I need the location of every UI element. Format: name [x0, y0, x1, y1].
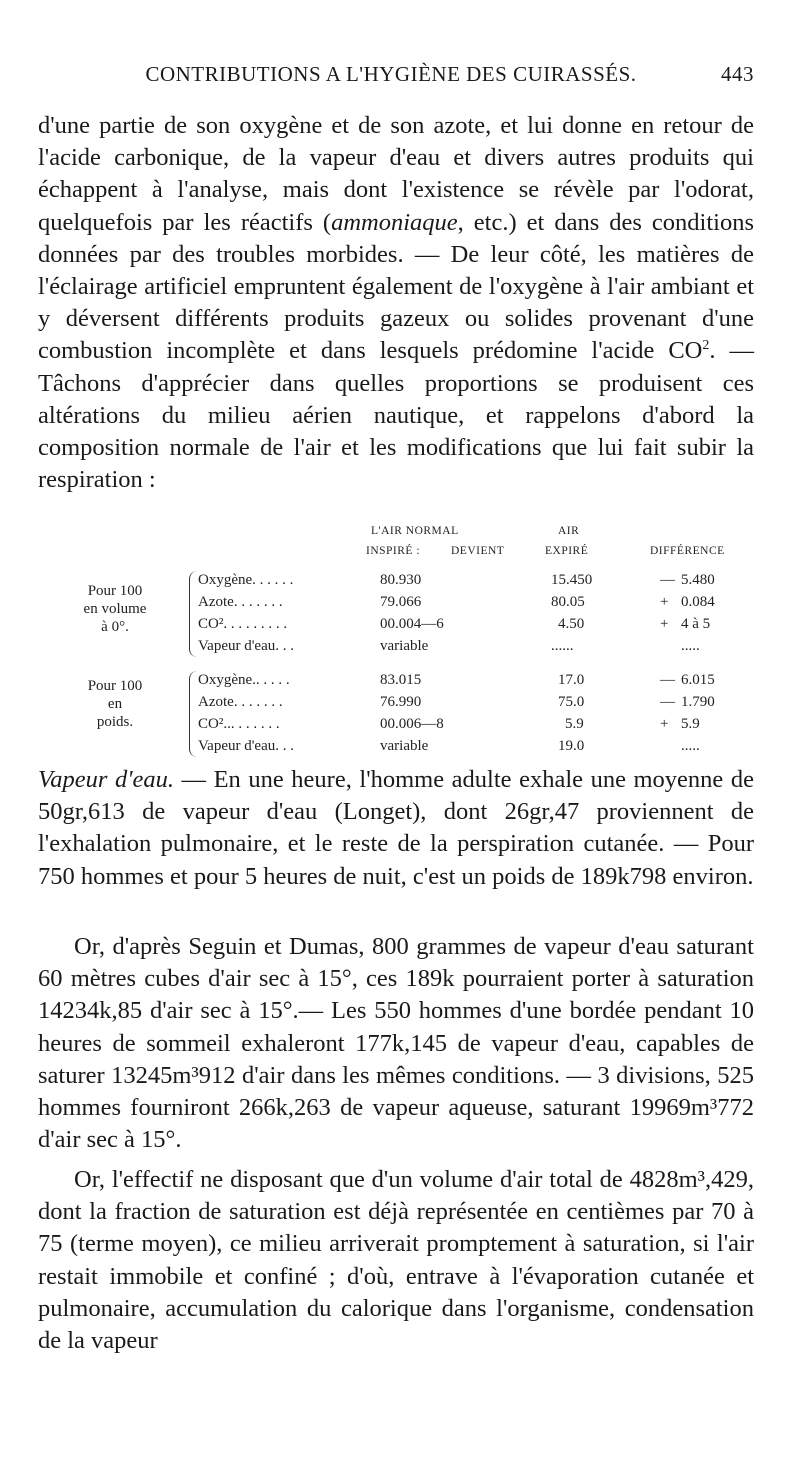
row-name: Azote. . . . . . . — [198, 694, 283, 710]
vapeur-text: — En une heure, l'homme adulte exhale une moyenne de 50gr,613 de vapeur d'eau (Longet), dont 26gr,47 proviennent de l'exhalation pulmonaire, et le reste de la perspiration cutanée. — Pour 750 hommes et pour 5 heures de nuit, c'est un poids de 189k798 environ. — [38, 766, 754, 890]
normal-value: 79.066 — [380, 594, 422, 610]
normal-value: 80.930 — [380, 572, 422, 588]
intro-text-b: , etc.) et dans des conditions données par des troubles morbides. — De leur côté, les matières de l'éclairage artificiel empruntent également de l'oxygène à l'air ambiant et y déversent différents produits gazeux ou solides provenant d'une combustion incomplète et dans lesquels prédomine l'acide CO — [38, 208, 754, 365]
diff-sign: + — [660, 716, 669, 732]
diff-value: ..... — [681, 638, 700, 654]
row-name: Vapeur d'eau. . . — [198, 638, 294, 654]
expired-value: 4.50 — [558, 616, 585, 632]
col-header-devient: DEVIENT — [451, 545, 505, 557]
running-header — [38, 62, 754, 92]
diff-value: 5.9 — [681, 716, 700, 732]
normal-value: variable — [380, 638, 429, 654]
col-header-expired-line2: EXPIRÉ — [545, 545, 589, 557]
col-header-normal-line2: INSPIRÉ : — [366, 545, 421, 557]
row-name: Oxygène.. . . . . — [198, 672, 290, 688]
group-brace-volume — [189, 571, 198, 657]
seguin-paragraph: Or, d'après Seguin et Dumas, 800 grammes de vapeur d'eau saturant 60 mètres cubes d'air sec à 15°, ces 189k pourraient porter à saturation 14234k,85 d'air sec à 15°.— Les 550 hommes d'une bordée pendant 10 heures de sommeil exhaleront 177k,145 de vapeur d'eau, capables de saturer 13245m³912 d'air dans les mêmes conditions. — 3 divisions, 525 hommes fourniront 266k,263 de vapeur aqueuse, saturant 19969m³772 d'air sec à 15°. — [38, 933, 754, 1154]
group-brace-weight — [189, 671, 198, 757]
intro-paragraph — [38, 110, 754, 496]
col-header-difference: DIFFÉRENCE — [650, 545, 725, 557]
diff-sign: + — [660, 616, 669, 632]
normal-value: 83.015 — [380, 672, 422, 688]
normal-value: 00.004—6 — [380, 616, 444, 632]
expired-value: 15.450 — [551, 572, 593, 588]
header-title: CONTRIBUTIONS A L'HYGIÈNE DES CUIRASSÉS. — [145, 62, 637, 86]
diff-value: 5.480 — [681, 572, 715, 588]
diff-value: ..... — [681, 738, 700, 754]
intro-text-a: d'une partie de son oxygène et de son azote, et lui donne en retour de l'acide carbonique, de la vapeur d'eau et divers autres produits qui échappent à l'analyse, mais dont l'existence se révèle par l'odorat, quelquefois par les réactifs ( — [38, 112, 754, 236]
diff-sign: — — [660, 672, 675, 688]
expired-value: 17.0 — [558, 672, 585, 688]
group-label-weight: Pour 100 en poids. — [87, 678, 143, 730]
diff-sign: — — [660, 572, 675, 588]
intro-text-c: . — Tâchons d'apprécier dans quelles proportions se produisent ces altérations du milieu aérien nautique, et rappelons d'abord la composition normale de l'air et les modifications que lui fait subir la respiration : — [38, 337, 754, 494]
normal-value: variable — [380, 738, 429, 754]
effectif-paragraph: Or, l'effectif ne disposant que d'un volume d'air total de 4828m³,429, dont la fraction de saturation est déjà représentée en centièmes par 70 à 75 (terme moyen), ce milieu arriverait promptement à saturation, si l'air restait immobile et confiné ; d'où, entrave à l'évaporation cutanée et pulmonaire, accumulation du calorique dans l'organisme, condensation de la vapeur — [38, 1166, 754, 1355]
intro-italic-term: ammoniaque — [331, 208, 458, 236]
page-number: 443 — [721, 62, 754, 86]
diff-value: 6.015 — [681, 672, 715, 688]
diff-value: 1.790 — [681, 694, 715, 710]
row-name: CO². . . . . . . . . — [198, 616, 288, 632]
group-label-volume: Pour 100 en volume à 0°. — [83, 583, 147, 635]
row-name: Oxygène. . . . . . — [198, 572, 294, 588]
intro-superscript: 2 — [702, 338, 710, 354]
row-name: Azote. . . . . . . — [198, 594, 283, 610]
normal-value: 00.006—8 — [380, 716, 444, 732]
diff-sign: + — [660, 594, 669, 610]
col-header-normal-line1: L'AIR NORMAL — [371, 525, 459, 537]
diff-sign: — — [660, 694, 675, 710]
expired-value: 5.9 — [565, 716, 584, 732]
expired-value: 80.05 — [551, 594, 585, 610]
row-name: CO²... . . . . . . — [198, 716, 280, 732]
expired-value: 75.0 — [558, 694, 585, 710]
row-name: Vapeur d'eau. . . — [198, 738, 294, 754]
normal-value: 76.990 — [380, 694, 422, 710]
vapeur-heading: Vapeur d'eau. — [38, 766, 174, 793]
vapeur-paragraph — [38, 764, 754, 893]
expired-value: ...... — [551, 638, 574, 654]
expired-value: 19.0 — [558, 738, 585, 754]
col-header-expired-line1: AIR — [558, 525, 580, 537]
diff-value: 0.084 — [681, 594, 715, 610]
respiration-table — [38, 525, 754, 755]
diff-value: 4 à 5 — [681, 616, 711, 632]
